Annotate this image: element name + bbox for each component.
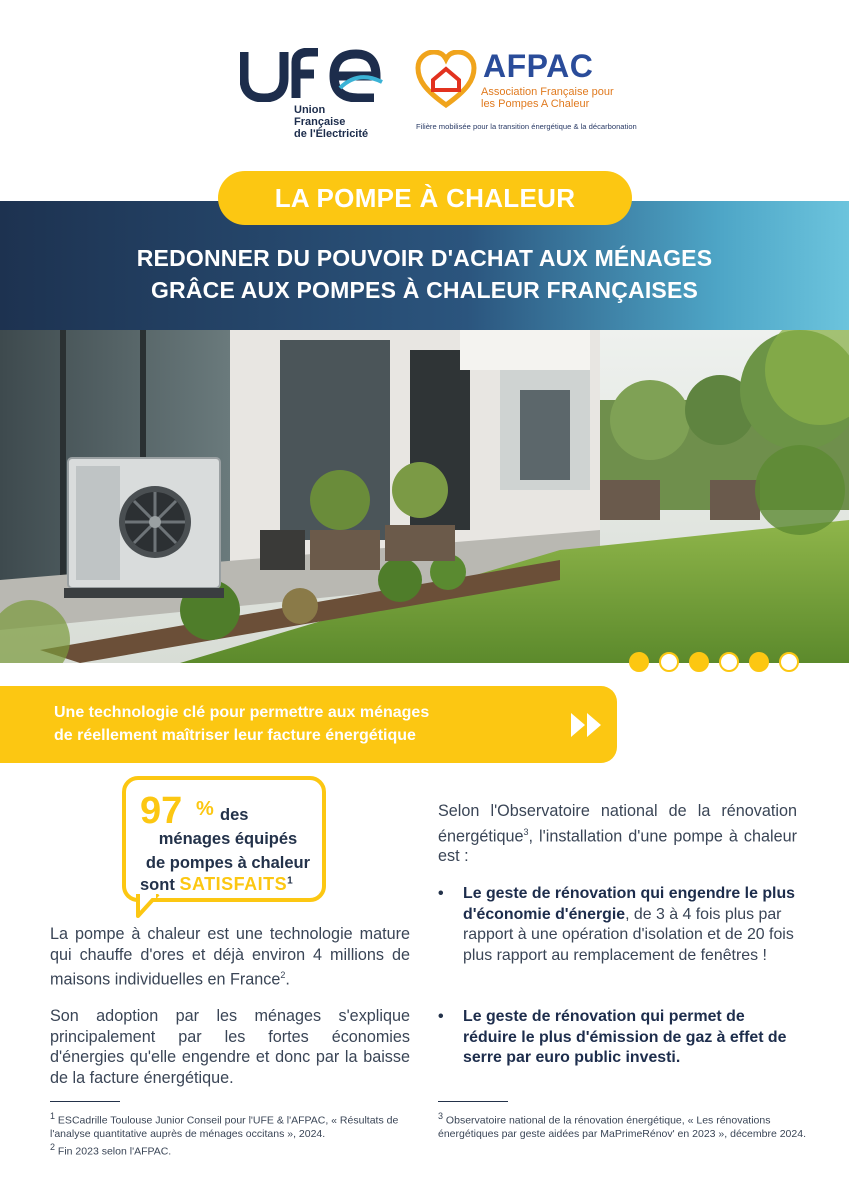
carousel-dot[interactable] bbox=[689, 652, 709, 672]
footnote-ref-2: 2 bbox=[280, 970, 286, 980]
bullet-dot: • bbox=[438, 885, 444, 902]
stat-des: des bbox=[220, 806, 249, 824]
statistic-bubble bbox=[122, 776, 326, 902]
headline-line-1: REDONNER DU POUVOIR D'ACHAT AUX MÉNAGES bbox=[136, 245, 713, 271]
double-chevron-right-icon bbox=[568, 710, 608, 740]
callout-line-1: Une technologie clé pour permettre aux ménages bbox=[54, 704, 430, 721]
afpac-subtitle-line-2: les Pompes A Chaleur bbox=[481, 98, 590, 110]
stat-sont: sont bbox=[140, 876, 175, 894]
callout-line-2: de réellement maîtriser leur facture énergétique bbox=[54, 727, 416, 744]
footnote-3-text: Observatoire national de la rénovation énergétique, « Les rénovations énergétiques par geste aidées par MaPrimeRénov' en 2023 », décembre 2024. bbox=[438, 1114, 806, 1140]
bullet-1-bold: Le geste de rénovation qui engendre le plus d'économie d'énergie bbox=[463, 885, 796, 923]
bullet-dot: • bbox=[438, 1008, 444, 1025]
ufe-logo bbox=[240, 48, 390, 140]
afpac-subtitle bbox=[481, 86, 614, 110]
bullet-2-text bbox=[463, 1007, 798, 1069]
stat-line-2: ménages équipés bbox=[158, 830, 298, 848]
heart-house-icon bbox=[415, 50, 477, 108]
carousel-dot[interactable] bbox=[659, 652, 679, 672]
carousel-dot[interactable] bbox=[749, 652, 769, 672]
stat-footnote-ref: 1 bbox=[287, 875, 293, 887]
bullet-1-text bbox=[463, 884, 798, 966]
afpac-subtitle-line-1: Association Française pour bbox=[481, 86, 614, 98]
stat-number: 97 bbox=[140, 790, 183, 832]
footnote-3-number: 3 bbox=[438, 1111, 444, 1121]
stat-line-3: de pompes à chaleur bbox=[145, 854, 311, 872]
topic-pill: LA POMPE À CHALEUR bbox=[218, 171, 632, 225]
carousel-dot[interactable] bbox=[629, 652, 649, 672]
footnote-2-number: 2 bbox=[50, 1141, 56, 1152]
ufe-line-3: de l'Électricité bbox=[294, 128, 369, 140]
footnote-1-text: ESCadrille Toulouse Junior Conseil pour l'UFE & l'AFPAC, « Résultats de l'analyse quantitative auprès de ménages occitans », 2024. bbox=[50, 1114, 399, 1140]
key-message-callout bbox=[0, 686, 617, 763]
footnotes-left bbox=[50, 1110, 420, 1158]
paragraph-adoption: Son adoption par les ménages s'explique principalement par les fortes économies d'énergies qu'elle engendre et donc par la baisse de la facture énergétique. bbox=[50, 1007, 410, 1087]
footnote-divider bbox=[50, 1101, 120, 1102]
intro-text: Selon l'Observatoire national de la rénovation énergétique bbox=[438, 802, 797, 845]
stat-line-4 bbox=[140, 874, 293, 895]
paragraph-1-end: . bbox=[285, 970, 290, 989]
paragraph-observatory-intro bbox=[438, 801, 797, 867]
bullet-1-rest: , de 3 à 4 fois plus par rapport à une opération d'isolation et de 20 fois plus rapport au remplacement de fenêtres ! bbox=[463, 905, 794, 964]
carousel-dot[interactable] bbox=[719, 652, 739, 672]
footnote-divider bbox=[438, 1101, 508, 1102]
headline-line-2: GRÂCE AUX POMPES À CHALEUR FRANÇAISES bbox=[150, 277, 699, 303]
stat-percent-sign: % bbox=[196, 798, 214, 820]
ufe-line-1: Union bbox=[294, 104, 326, 116]
footnote-2 bbox=[50, 1141, 420, 1159]
callout-text bbox=[54, 701, 429, 747]
heat-pump-photo bbox=[0, 330, 849, 663]
footnotes-right bbox=[438, 1110, 808, 1141]
footnote-ref-3: 3 bbox=[523, 826, 529, 837]
footnote-2-text: Fin 2023 selon l'AFPAC. bbox=[55, 1145, 172, 1157]
footnote-1 bbox=[50, 1110, 420, 1141]
carousel-dots bbox=[629, 652, 799, 672]
ufe-logo-mark bbox=[240, 48, 390, 102]
footnote-1-number: 1 bbox=[50, 1111, 56, 1121]
bubble-tail bbox=[136, 894, 162, 918]
afpac-logo bbox=[415, 48, 637, 138]
afpac-tagline: Filière mobilisée pour la transition énergétique & la décarbonation bbox=[416, 122, 637, 131]
carousel-dot[interactable] bbox=[779, 652, 799, 672]
footnote-3 bbox=[438, 1110, 808, 1141]
paragraph-mature-technology bbox=[50, 924, 410, 990]
bullet-2-bold: Le geste de rénovation qui permet de réduire le plus d'émission de gaz à effet de serre par euro public investi. bbox=[463, 1008, 787, 1066]
afpac-name: AFPAC bbox=[483, 48, 594, 84]
paragraph-1-text: La pompe à chaleur est une technologie mature qui chauffe d'ores et déjà environ 4 millions de maisons individuelles en France bbox=[50, 925, 410, 989]
ufe-line-2: Française bbox=[294, 116, 346, 128]
intro-text-end: , l'installation d'une pompe à chaleur est : bbox=[438, 826, 797, 866]
stat-satisfied: SATISFAITS bbox=[179, 874, 288, 894]
